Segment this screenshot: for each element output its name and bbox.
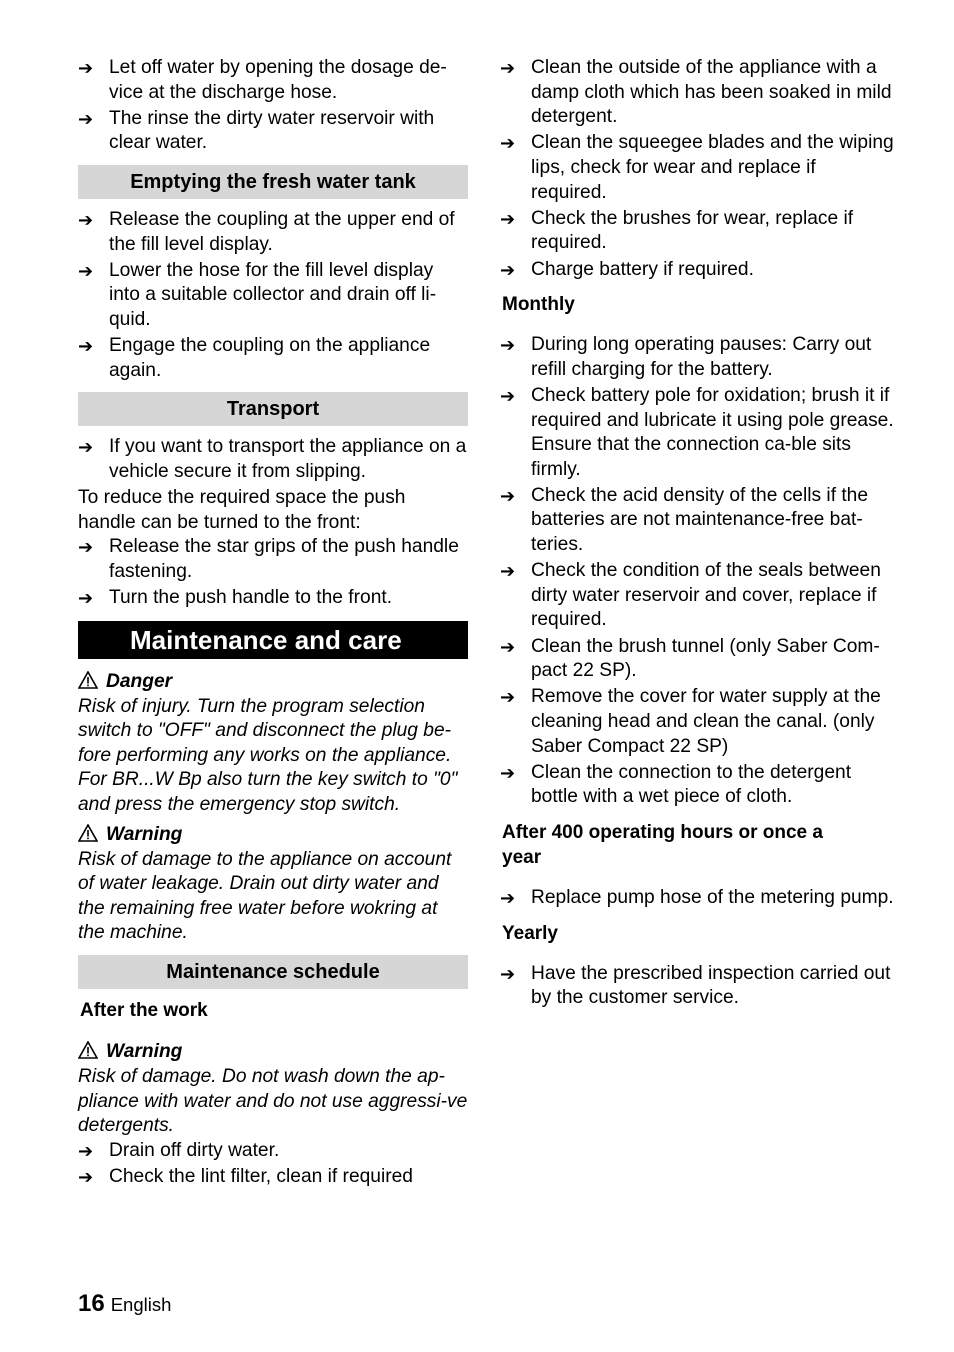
list-item: ➔ Clean the outside of the appliance with a damp cloth which has been soaked in mild detergent.: [500, 57, 892, 128]
arrow-right-icon: ➔: [500, 887, 516, 908]
chapter-heading-maintenance: Maintenance and care: [78, 621, 468, 659]
transport-text: To reduce the required space the push handle can be turned to the front:: [78, 487, 406, 533]
section-heading-fresh-water-tank: Emptying the fresh water tank: [78, 165, 468, 199]
warning-heading: Warning: [78, 822, 468, 848]
list-item: ➔ Check battery pole for oxidation; brush it if required and lubricate it using pole grease. Ensure that the connection ca-ble sits firmly.: [500, 384, 894, 480]
arrow-right-icon: ➔: [500, 208, 516, 229]
arrow-right-icon: ➔: [500, 762, 516, 783]
arrow-right-icon: ➔: [500, 485, 516, 506]
list-item: ➔ Remove the cover for water supply at the cleaning head and clean the canal. (only Saber Compact 22 SP): [500, 686, 881, 757]
arrow-right-icon: ➔: [500, 385, 516, 406]
list-item: ➔ Drain off dirty water.: [78, 1139, 468, 1164]
list-item: ➔ Replace pump hose of the metering pump.: [500, 886, 896, 911]
list-item: ➔ Have the prescribed inspection carried out by the customer service.: [500, 962, 891, 1009]
left-column: [78, 56, 468, 1191]
page-footer: [78, 1290, 171, 1318]
arrow-right-icon: ➔: [78, 437, 94, 458]
section-heading-maintenance-schedule: Maintenance schedule: [78, 955, 468, 989]
warning-triangle-icon: [78, 824, 98, 842]
list-item: ➔ Release the star grips of the push handle fastening.: [78, 536, 459, 582]
arrow-right-icon: ➔: [500, 133, 516, 154]
arrow-right-icon: ➔: [78, 58, 94, 78]
warning-text: Risk of damage. Do not wash down the ap-pliance with water and do not use aggressi-ve detergents.: [78, 1066, 468, 1137]
list-item: ➔ Check the condition of the seals between dirty water reservoir and cover, replace if required.: [500, 560, 881, 631]
arrow-right-icon: ➔: [500, 687, 516, 708]
danger-text: Risk of injury. Turn the program selection switch to "OFF" and disconnect the plug be-fore performing any works on the appliance. For BR...W Bp also turn the key switch to "0" and press the emergency stop switch.: [78, 695, 458, 816]
list-item: ➔ Release the coupling at the upper end of the fill level display.: [78, 208, 455, 255]
list-item: ➔ Check the lint filter, clean if required: [78, 1165, 468, 1190]
warning-text: Risk of damage to the appliance on account of water leakage. Drain out dirty water and the remaining free water before wokring at the machine.: [78, 848, 452, 944]
page-number: 16: [78, 1290, 105, 1317]
arrow-right-icon: ➔: [78, 336, 94, 357]
subheading-yearly: Yearly: [502, 922, 558, 944]
list-item: ➔ Charge battery if required.: [500, 258, 896, 283]
arrow-right-icon: ➔: [500, 963, 516, 984]
arrow-right-icon: ➔: [78, 260, 94, 281]
arrow-right-icon: ➔: [500, 561, 516, 582]
list-item: ➔ Lower the hose for the fill level display into a suitable collector and drain off li-quid.: [78, 259, 437, 330]
list-item: ➔ Turn the push handle to the front.: [78, 586, 468, 611]
list-item: ➔ Check the acid density of the cells if the batteries are not maintenance-free bat-teries.: [500, 484, 869, 556]
arrow-right-icon: ➔: [500, 636, 516, 657]
arrow-right-icon: ➔: [78, 1166, 94, 1187]
list-item: ➔ During long operating pauses: Carry out refill charging for the battery.: [500, 334, 872, 380]
right-column: [500, 56, 896, 1012]
arrow-right-icon: ➔: [78, 108, 94, 129]
arrow-right-icon: ➔: [500, 335, 516, 356]
page-language: English: [110, 1294, 172, 1315]
warning-triangle-icon: [78, 671, 98, 689]
list-item: ➔ If you want to transport the appliance on a vehicle secure it from slipping.: [78, 436, 467, 482]
danger-heading: Danger: [78, 669, 468, 695]
list-item: ➔ Let off water by opening the dosage de-vice at the discharge hose.: [78, 57, 447, 103]
subheading-monthly: Monthly: [502, 294, 575, 316]
list-item: ➔ Clean the brush tunnel (only Saber Com-pact 22 SP).: [500, 635, 880, 682]
arrow-right-icon: ➔: [78, 537, 94, 558]
arrow-right-icon: ➔: [500, 58, 516, 78]
section-heading-transport: Transport: [78, 392, 468, 426]
subheading-400-hours: After 400 operating hours or once a year: [502, 821, 823, 868]
arrow-right-icon: ➔: [78, 1140, 94, 1161]
list-item: ➔ Check the brushes for wear, replace if required.: [500, 207, 854, 254]
arrow-right-icon: ➔: [78, 209, 94, 230]
list-item: ➔ Clean the squeegee blades and the wiping lips, check for wear and replace if required.: [500, 132, 894, 203]
list-item: ➔ Engage the coupling on the appliance again.: [78, 335, 431, 381]
arrow-right-icon: ➔: [500, 259, 516, 280]
list-item: ➔ Clean the connection to the detergent bottle with a wet piece of cloth.: [500, 761, 852, 808]
subheading-after-work: After the work: [80, 1000, 208, 1021]
warning-triangle-icon: [78, 1041, 98, 1059]
list-item: ➔ The rinse the dirty water reservoir with clear water.: [78, 107, 435, 154]
arrow-right-icon: ➔: [78, 588, 94, 609]
warning-heading: Warning: [78, 1039, 468, 1065]
